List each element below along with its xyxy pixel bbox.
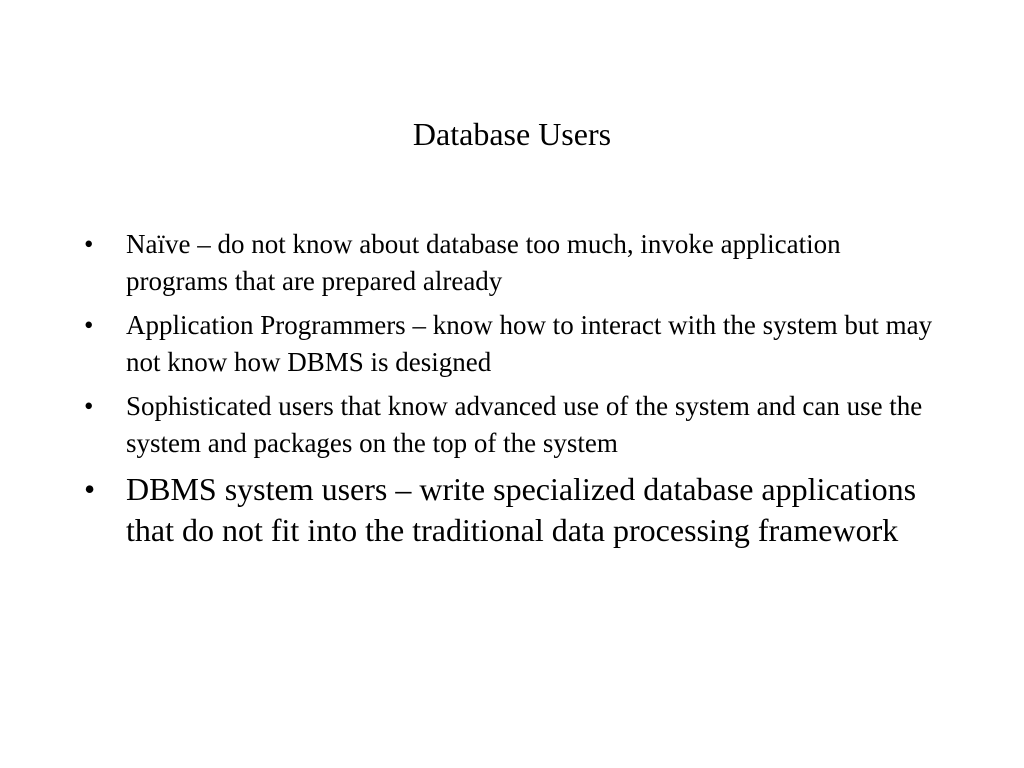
slide-title: Database Users [412,116,612,152]
bullet-list [84,226,944,559]
bullet-icon: • [84,310,94,340]
bullet-icon: • [84,391,94,421]
bullet-text: DBMS system users – write specialized database applications that do not fit into the traditional data processing framework [126,471,917,548]
bullet-item-dbms-system-users [84,469,944,551]
bullet-text: Naïve – do not know about database too much, invoke application programs that are prepared already [126,229,841,296]
bullet-icon: • [84,471,96,507]
bullet-item-sophisticated-users [84,388,944,461]
bullet-item-naive [84,226,944,299]
bullet-icon: • [84,229,94,259]
bullet-text: Sophisticated users that know advanced use of the system and can use the system and packages on the top of the system [126,391,923,458]
bullet-text: Application Programmers – know how to interact with the system but may not know how DBMS is designed [126,310,933,377]
bullet-item-application-programmers [84,307,944,380]
